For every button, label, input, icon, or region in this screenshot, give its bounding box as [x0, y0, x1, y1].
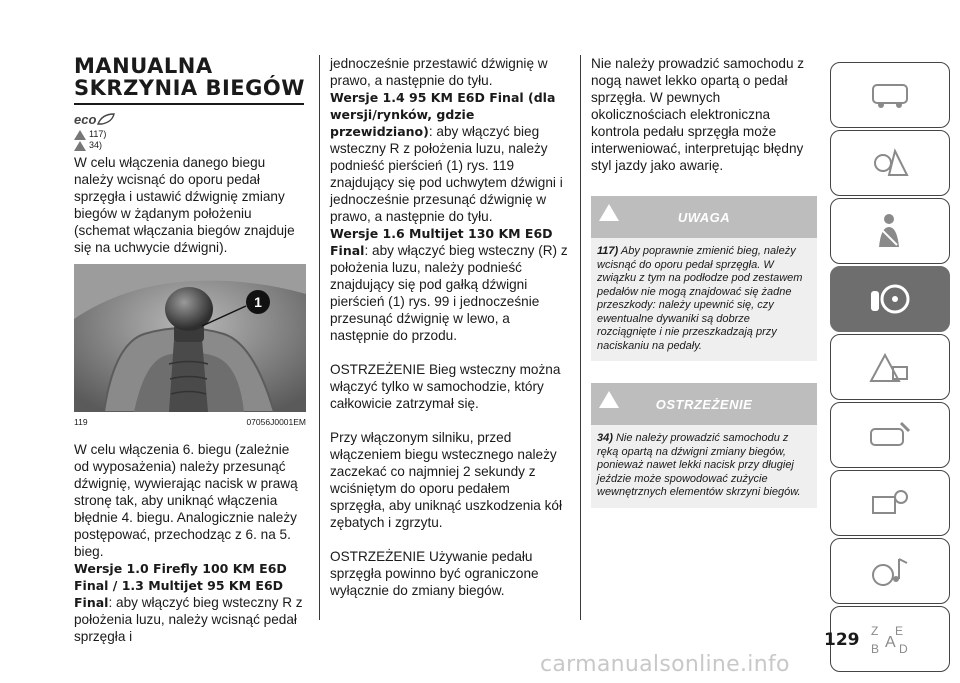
paragraph: Nie należy prowadzić samochodu z nogą nawet lekko opartą o pedał sprzęgła. W pewnych okolicznościach elektroniczna kontrola pedału sprzęgła może interweniować, interpretując błędny styl jazdy jako awarię. — [591, 56, 805, 173]
index-icon — [865, 619, 915, 659]
column-3 — [591, 55, 817, 508]
car-dashboard-icon — [865, 75, 915, 115]
paragraph: W celu włączenia danego biegu należy wcisnąć do oporu pedał sprzęgła i ustawić dźwignię zmiany biegów w żądanym położeniu (schemat włączania biegów znajduje się na uchwycie dźwigni). — [74, 155, 295, 255]
version-label: Wersje 1.0 Firefly 100 KM E6D Final / 1.3 Multijet 95 KM E6D Final — [74, 561, 287, 610]
seatbelt-safety-icon — [865, 211, 915, 251]
column-2 — [330, 55, 568, 599]
gear-lever-figure — [74, 264, 306, 412]
paragraph: OSTRZEŻENIE Bieg wsteczny można włączyć tylko w samochodzie, który całkowicie zatrzymał się. — [330, 362, 561, 411]
paragraph: Przy włączonym silniku, przed włączeniem biegu wstecznego należy zaczekać co najmniej 2 sekundy z wciśniętym do oporu pedałem sprzęgła, aby uniknąć uszkodzenia kół zębatych i zgrzytu. — [330, 430, 562, 530]
warning-box-body: 117) Aby poprawnie zmienić bieg, należy wcisnąć do oporu pedał sprzęgła. W związku z tym na podłodze pod zestawem pedałów nie mogą znajdować się żadne przeszkody: należy upewnić się, czy ewentualne dywaniki są dobrze rozciągnięte i nie przeszkadzają przy naciskaniu na pedały. — [597, 245, 803, 352]
warning-box-title: UWAGA — [677, 210, 731, 225]
section-title-line1: MANUALNA — [74, 54, 213, 78]
chapter-tab[interactable] — [830, 130, 950, 196]
version-label: Wersje 1.6 Multijet 130 KM E6D Final — [330, 226, 553, 258]
warning-triangle-icon — [74, 130, 86, 140]
caution-box — [591, 383, 817, 508]
warning-box-header — [591, 196, 817, 238]
chapter-tab[interactable] — [830, 402, 950, 468]
column-divider — [580, 55, 581, 620]
warning-box — [591, 196, 817, 361]
figure-number: 119 — [74, 417, 88, 427]
caution-triangle-icon — [74, 141, 86, 151]
maintenance-icon — [865, 415, 915, 455]
eco-icon: eco — [74, 111, 306, 129]
chapter-tab[interactable] — [830, 198, 950, 264]
caution-box-header — [591, 383, 817, 425]
paragraph: jednocześnie przestawić dźwignię w prawo, a następnie do tyłu. — [330, 56, 548, 88]
title-underline — [74, 103, 304, 105]
warning-reference: 117) — [74, 129, 306, 140]
emergency-icon — [865, 347, 915, 387]
multimedia-icon — [865, 551, 915, 591]
chapter-tab[interactable] — [830, 266, 950, 332]
column-divider — [319, 55, 320, 620]
paragraph: Wersje 1.6 Multijet 130 KM E6D Final: aby włączyć bieg wsteczny (R) z położenia luzu, należy podnieść znajdujący się pod gałką dźwigni pierścień (1) rys. 99 i jednocześnie przesunąć dźwignię w lewo, a następnie do przodu. — [330, 226, 568, 343]
caution-reference: 34) — [74, 140, 306, 151]
svg-text:B: B — [871, 642, 880, 656]
svg-text:A: A — [885, 634, 896, 651]
svg-text:D: D — [899, 642, 908, 656]
caution-box-body: 34) Nie należy prowadzić samochodu z ręką opartą na dźwigni zmiany biegów, ponieważ nawet lekki nacisk przy długiej jeździe może spowodować zużycie wewnętrznych elementów skrzyni biegów. — [597, 432, 801, 498]
chapter-tab[interactable] — [830, 538, 950, 604]
section-title-line2: SKRZYNIA BIEGÓW — [74, 76, 305, 100]
figure-callout-1: 1 — [254, 294, 262, 310]
warning-number: 117) — [597, 245, 619, 257]
svg-text:E: E — [895, 624, 904, 638]
svg-text:Z: Z — [871, 624, 879, 638]
paragraph: Wersje 1.0 Firefly 100 KM E6D Final / 1.3 Multijet 95 KM E6D Final: aby włączyć bieg wsteczny R z położenia luzu, należy wcisnąć pedał sprzęgła i — [74, 561, 303, 644]
column-1 — [74, 55, 306, 645]
chapter-tab[interactable] — [830, 62, 950, 128]
footer-watermark: carmanualsonline.info — [540, 652, 790, 677]
chapter-tab[interactable] — [830, 334, 950, 400]
caution-number: 34) — [597, 432, 613, 444]
warning-lights-icon — [865, 143, 915, 183]
paragraph: OSTRZEŻENIE Używanie pedału sprzęgła powinno być ograniczone wyłącznie do zmiany biegów. — [330, 549, 539, 598]
chapter-tab[interactable] — [830, 470, 950, 536]
version-label: Wersje 1.4 95 KM E6D Final (dla wersji/rynków, gdzie przewidziano) — [330, 90, 556, 139]
steering-key-icon — [865, 279, 915, 319]
figure-code: 07056J0001EM — [246, 417, 306, 427]
figure-caption — [74, 414, 306, 431]
paragraph: W celu włączenia 6. biegu (zależnie od wyposażenia) należy przesunąć dźwignię, wywierając nacisk w prawą stronę tak, aby uniknąć włączenia błędnie 4. biegu. Analogicznie należy postępować, przechodząc z 6. na 5. bieg. — [74, 442, 298, 559]
paragraph: Wersje 1.4 95 KM E6D Final (dla wersji/rynków, gdzie przewidziano): aby włączyć bieg wsteczny R z położenia luzu, należy podnieść pierścień (1) rys. 119 znajdujący się pod uchwytem dźwigni i jednocześnie przesunąć dźwignię w prawo, a następnie do tyłu. — [330, 90, 563, 224]
caution-box-title: OSTRZEŻENIE — [655, 397, 753, 412]
page-number: 129 — [824, 630, 860, 650]
technical-data-icon — [865, 483, 915, 523]
